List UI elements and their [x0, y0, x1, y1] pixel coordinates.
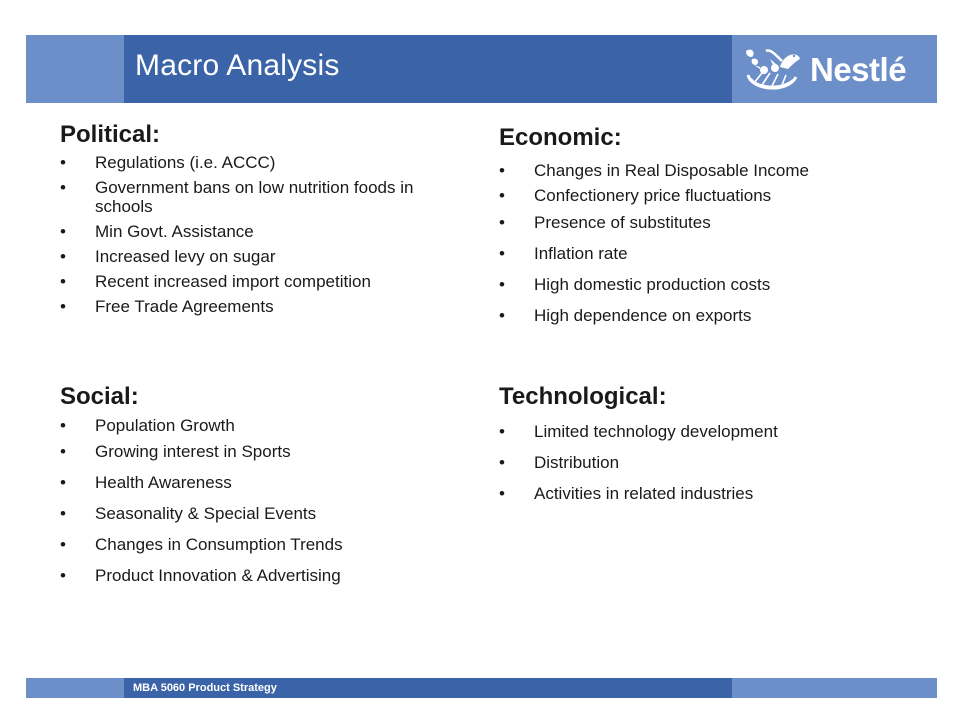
bird-nest-logo-icon — [742, 43, 804, 97]
footer-band-right — [732, 678, 937, 698]
list-item: • Presence of substitutes — [499, 213, 939, 232]
list-item: • Free Trade Agreements — [60, 297, 460, 316]
logo-wordmark: Nestlé — [810, 51, 907, 88]
list-item: • Inflation rate — [499, 244, 939, 263]
section-economic — [499, 123, 939, 325]
list-item: • Min Govt. Assistance — [60, 222, 460, 241]
list-item: • Changes in Consumption Trends — [60, 535, 460, 554]
section-political — [60, 120, 460, 322]
list-item: • Government bans on low nutrition foods in schools — [60, 178, 460, 216]
section-social — [60, 382, 460, 585]
footer-text: MBA 5060 Product Strategy — [133, 682, 277, 694]
list-item: • Recent increased import competition — [60, 272, 460, 291]
list-item: • Health Awareness — [60, 473, 460, 492]
list-item: • Seasonality & Special Events — [60, 504, 460, 523]
page-title: Macro Analysis — [135, 49, 340, 82]
list-item: • High domestic production costs — [499, 275, 939, 294]
list-item: • Distribution — [499, 453, 939, 472]
social-list — [60, 416, 460, 585]
list-item: • Growing interest in Sports — [60, 442, 460, 461]
list-item: • Changes in Real Disposable Income — [499, 161, 939, 180]
list-item: • Activities in related industries — [499, 484, 939, 503]
section-technological — [499, 382, 939, 503]
list-item: • Confectionery price fluctuations — [499, 186, 939, 205]
political-list — [60, 153, 460, 316]
section-heading-social: Social: — [60, 383, 139, 410]
list-item: • High dependence on exports — [499, 306, 939, 325]
brand-logo — [742, 42, 932, 98]
header-band-left — [26, 35, 124, 103]
list-item: • Limited technology development — [499, 422, 939, 441]
footer-band-left — [26, 678, 124, 698]
technological-list — [499, 422, 939, 503]
list-item: • Regulations (i.e. ACCC) — [60, 153, 460, 172]
list-item: • Increased levy on sugar — [60, 247, 460, 266]
section-heading-political: Political: — [60, 121, 161, 148]
list-item: • Population Growth — [60, 416, 460, 435]
economic-list — [499, 161, 939, 325]
section-heading-technological: Technological: — [499, 383, 667, 410]
list-item: • Product Innovation & Advertising — [60, 566, 460, 585]
section-heading-economic: Economic: — [499, 124, 622, 151]
